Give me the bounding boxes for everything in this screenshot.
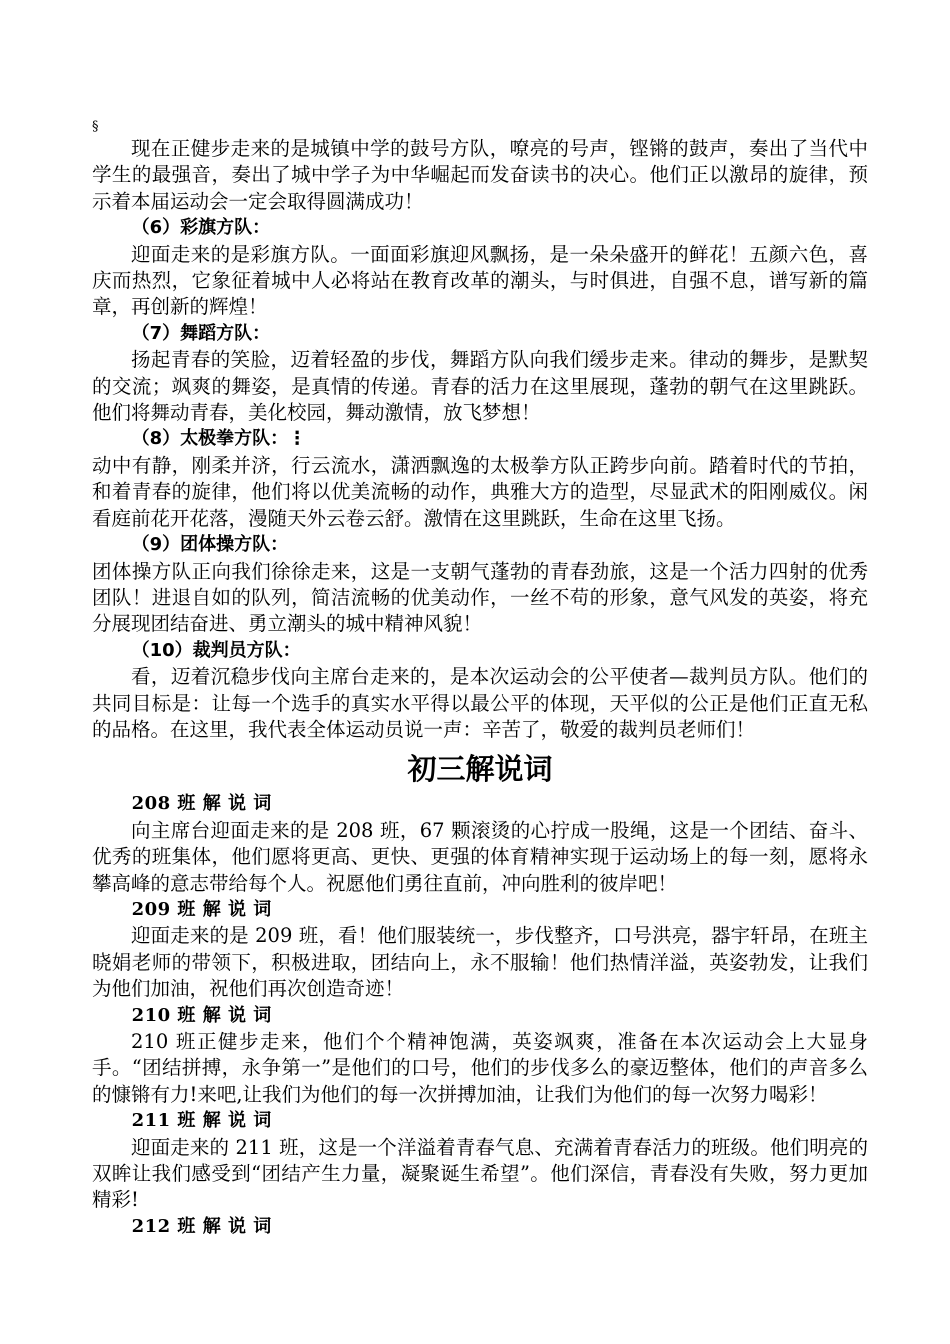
document-page [92, 116, 868, 1240]
class-heading: 211 班 解 说 词 [131, 1110, 272, 1132]
paragraph: 团体操方队正向我们徐徐走来，这是一支朝气蓬勃的青春劲旅，这是一个活力四射的优秀团队！进退自如的队列，简洁流畅的优美动作，一丝不苟的形象，意气风发的英姿，将充分展现团结奋进、勇立潮头的城中精神风貌！ [92, 559, 868, 636]
section-heading: （6）彩旗方队： [131, 217, 271, 239]
paragraph: 210 班正健步走来，他们个个精神饱满，英姿飒爽，准备在本次运动会上大显身手。“团结拼搏，永争第一”是他们的口号，他们的步伐多么的豪迈整体，他们的声音多么的慷锵有力!来吧,让我们为他们的每一次拼搏加油，让我们为他们的每一次努力喝彩！ [92, 1030, 868, 1106]
paragraph: 向主席台迎面走来的是 208 班，67 颗滚烫的心拧成一股绳，这是一个团结、奋斗、优秀的班集体，他们愿将更高、更快、更强的体育精神实现于运动场上的每一刻，愿将永攀高峰的意志带给每个人。祝愿他们勇往直前，冲向胜利的彼岸吧！ [92, 818, 868, 895]
paragraph: 迎面走来的是 209 班，看！他们服装统一，步伐整齐，口号洪亮，器宇轩昂，在班主晓娟老师的带领下，积极进取，团结向上，永不服输！他们热情洋溢，英姿勃发，让我们为他们加油，祝他们再次创造奇迹！ [92, 924, 868, 1001]
section-heading: （10）裁判员方队： [131, 639, 301, 661]
paragraph: 迎面走来的 211 班，这是一个洋溢着青春气息、充满着青春活力的班级。他们明亮的双眸让我们感受到“团结产生力量，凝聚诞生希望”。他们深信，青春没有失败，努力更加精彩! [92, 1135, 868, 1212]
section-heading: （9）团体操方队： [131, 534, 289, 556]
paragraph: 看，迈着沉稳步伐向主席台走来的，是本次运动会的公平使者—裁判员方队。他们的共同目标是：让每一个选手的真实水平得以最公平的体现，天平似的公正是他们正直无私的品格。在这里，我代表全体运动员说一声：辛苦了，敬爱的裁判员老师们！ [92, 665, 868, 741]
paragraph: 动中有静，刚柔并济，行云流水，潇洒飘逸的太极拳方队正跨步向前。踏着时代的节拍，和着青春的旋律，他们将以优美流畅的动作，典雅大方的造型，尽显武术的阳刚威仪。闲看庭前花开花落，漫随天外云卷云舒。激情在这里跳跃，生命在这里飞扬。 [92, 453, 868, 530]
document-body [92, 136, 868, 1240]
section-heading: （8）太极拳方队：⋮ [131, 428, 307, 450]
paragraph: 现在正健步走来的是城镇中学的鼓号方队，嘹亮的号声，铿锵的鼓声，奏出了当代中学生的最强音，奏出了城中学子为中华崛起而发奋读书的决心。他们正以激昂的旋律，预示着本届运动会一定会取得圆满成功！ [92, 137, 868, 213]
class-heading: 212 班 解 说 词 [131, 1215, 272, 1237]
class-heading: 209 班 解 说 词 [131, 898, 272, 920]
class-heading: 210 班 解 说 词 [131, 1004, 272, 1026]
class-heading: 208 班 解 说 词 [131, 793, 272, 815]
paragraph: 迎面走来的是彩旗方队。一面面彩旗迎风飘扬，是一朵朵盛开的鲜花！五颜六色，喜庆而热烈，它象征着城中人必将站在教育改革的潮头，与时俱进，自强不息，谱写新的篇章，再创新的辉煌！ [92, 242, 868, 319]
document-title: 初三解说词 [407, 752, 553, 787]
section-heading: （7）舞蹈方队： [131, 322, 271, 344]
paragraph: 扬起青春的笑脸，迈着轻盈的步伐，舞蹈方队向我们缓步走来。律动的舞步，是默契的交流；飒爽的舞姿，是真情的传递。青春的活力在这里展现，蓬勃的朝气在这里跳跃。他们将舞动青春，美化校园，舞动激情，放飞梦想！ [92, 348, 868, 425]
section-mark: § [92, 119, 99, 134]
